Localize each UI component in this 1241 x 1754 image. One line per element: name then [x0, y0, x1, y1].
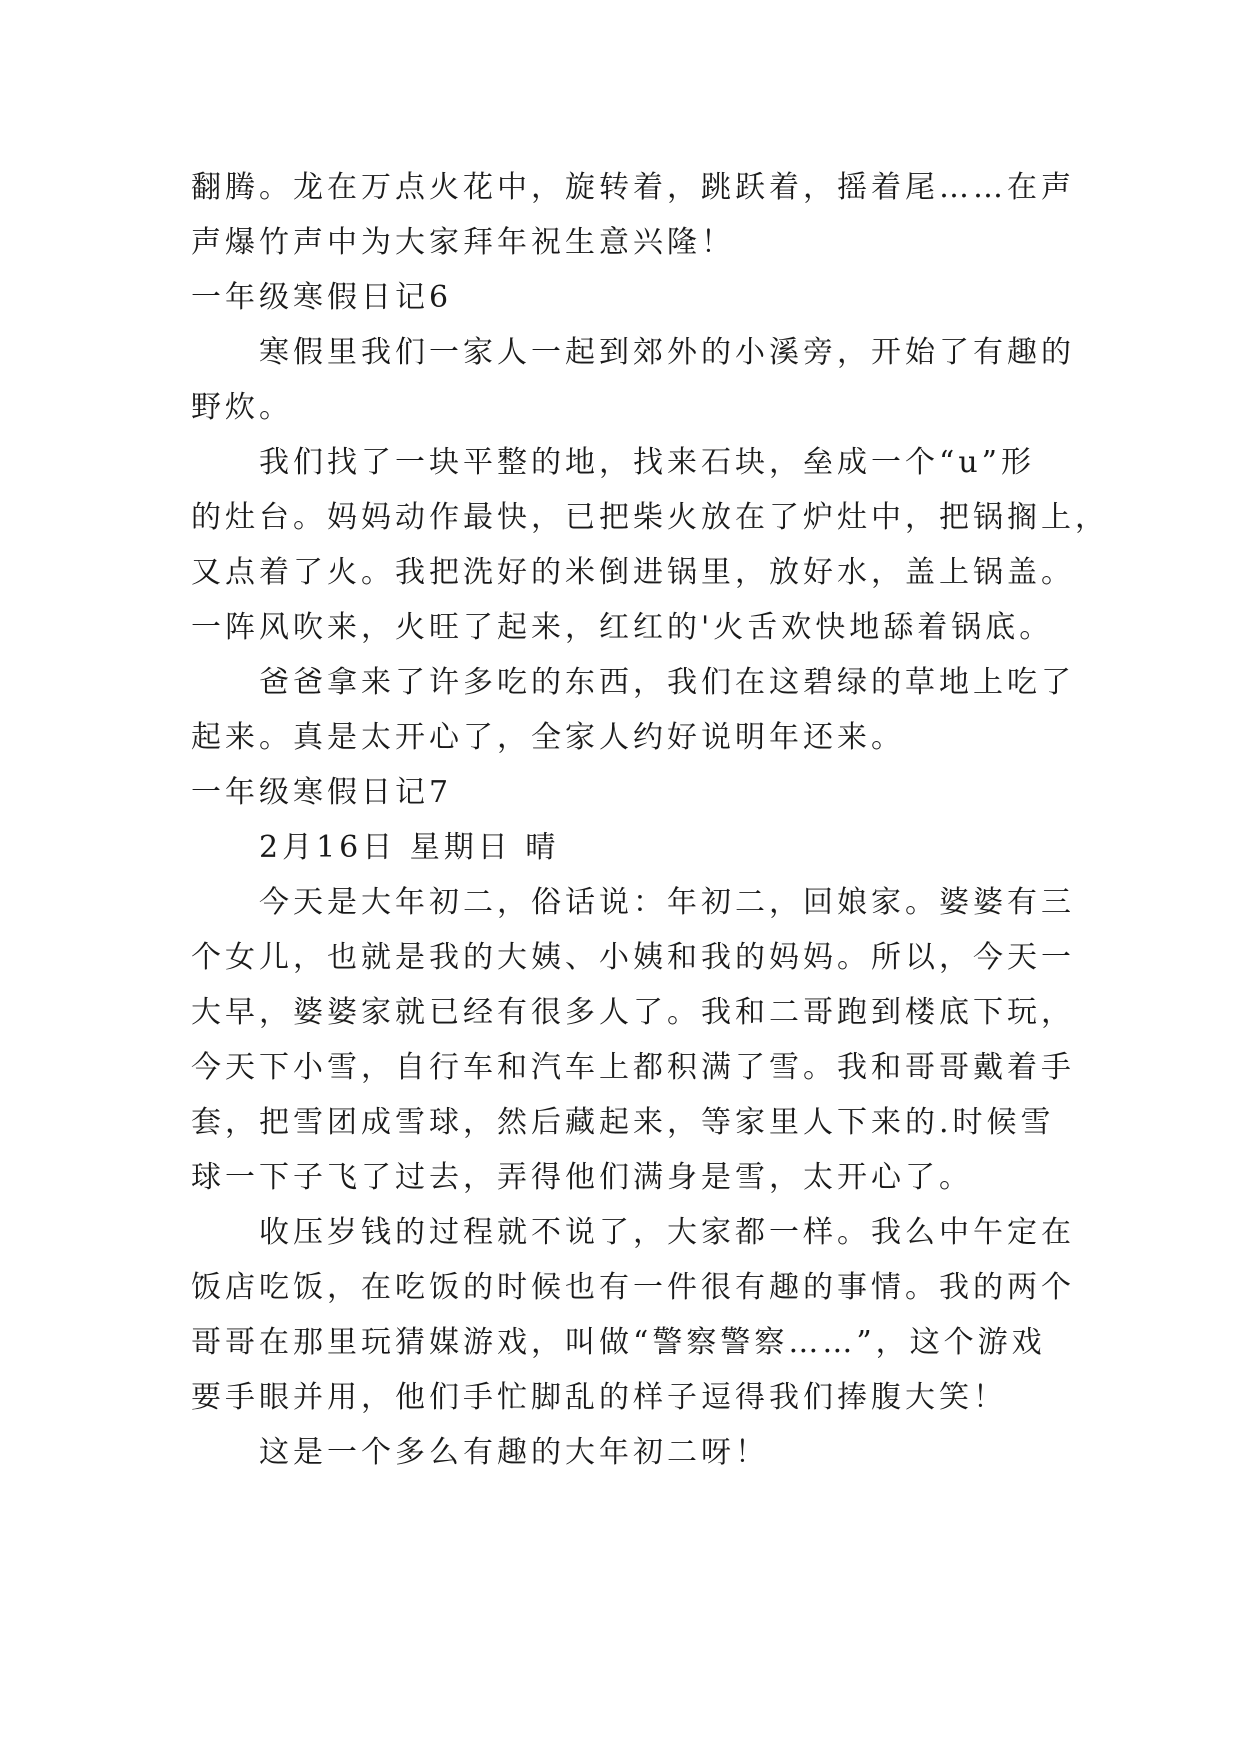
text-line: 大早，婆婆家就已经有很多人了。我和二哥跑到楼底下玩，: [191, 995, 1075, 1030]
text-line: 又点着了火。我把洗好的米倒进锅里，放好水，盖上锅盖。: [191, 555, 1075, 590]
text-line: 个女儿，也就是我的大姨、小姨和我的妈妈。所以，今天一: [191, 940, 1075, 975]
text-line: 起来。真是太开心了，全家人约好说明年还来。: [191, 720, 905, 755]
text-line: 套，把雪团成雪球，然后藏起来，等家里人下来的.时候雪: [191, 1105, 1055, 1140]
text-line: 哥哥在那里玩猜媒游戏，叫做“警察警察……”，这个游戏: [191, 1325, 1046, 1360]
text-line: 寒假里我们一家人一起到郊外的小溪旁，开始了有趣的: [259, 335, 1075, 370]
text-line: 今天下小雪，自行车和汽车上都积满了雪。我和哥哥戴着手: [191, 1050, 1075, 1085]
text-line: 球一下子飞了过去，弄得他们满身是雪，太开心了。: [191, 1160, 973, 1195]
text-line: 野炊。: [191, 390, 293, 425]
diary-date-line: 2月16日 星期日 晴: [259, 830, 560, 865]
text-line: 翻腾。龙在万点火花中，旋转着，跳跃着，摇着尾……在声: [191, 170, 1075, 205]
text-line: 声爆竹声中为大家拜年祝生意兴隆！: [191, 225, 735, 260]
section-heading: 一年级寒假日记7: [191, 775, 453, 810]
text-line: 的灶台。妈妈动作最快，已把柴火放在了炉灶中，把锅搁上，: [191, 500, 1109, 535]
text-line: 要手眼并用，他们手忙脚乱的样子逗得我们捧腹大笑！: [191, 1380, 1007, 1415]
text-line: 爸爸拿来了许多吃的东西，我们在这碧绿的草地上吃了: [259, 665, 1075, 700]
section-heading: 一年级寒假日记6: [191, 280, 453, 315]
text-line: 这是一个多么有趣的大年初二呀！: [259, 1435, 769, 1470]
document-body: [191, 160, 1109, 1480]
text-line: 饭店吃饭，在吃饭的时候也有一件很有趣的事情。我的两个: [191, 1270, 1075, 1305]
text-line: 收压岁钱的过程就不说了，大家都一样。我么中午定在: [259, 1215, 1075, 1250]
text-line: 一阵风吹来，火旺了起来，红红的'火舌欢快地舔着锅底。: [191, 610, 1054, 645]
text-line: 今天是大年初二，俗话说：年初二，回娘家。婆婆有三: [259, 885, 1075, 920]
text-line: 我们找了一块平整的地，找来石块，垒成一个“u”形: [259, 445, 1035, 480]
